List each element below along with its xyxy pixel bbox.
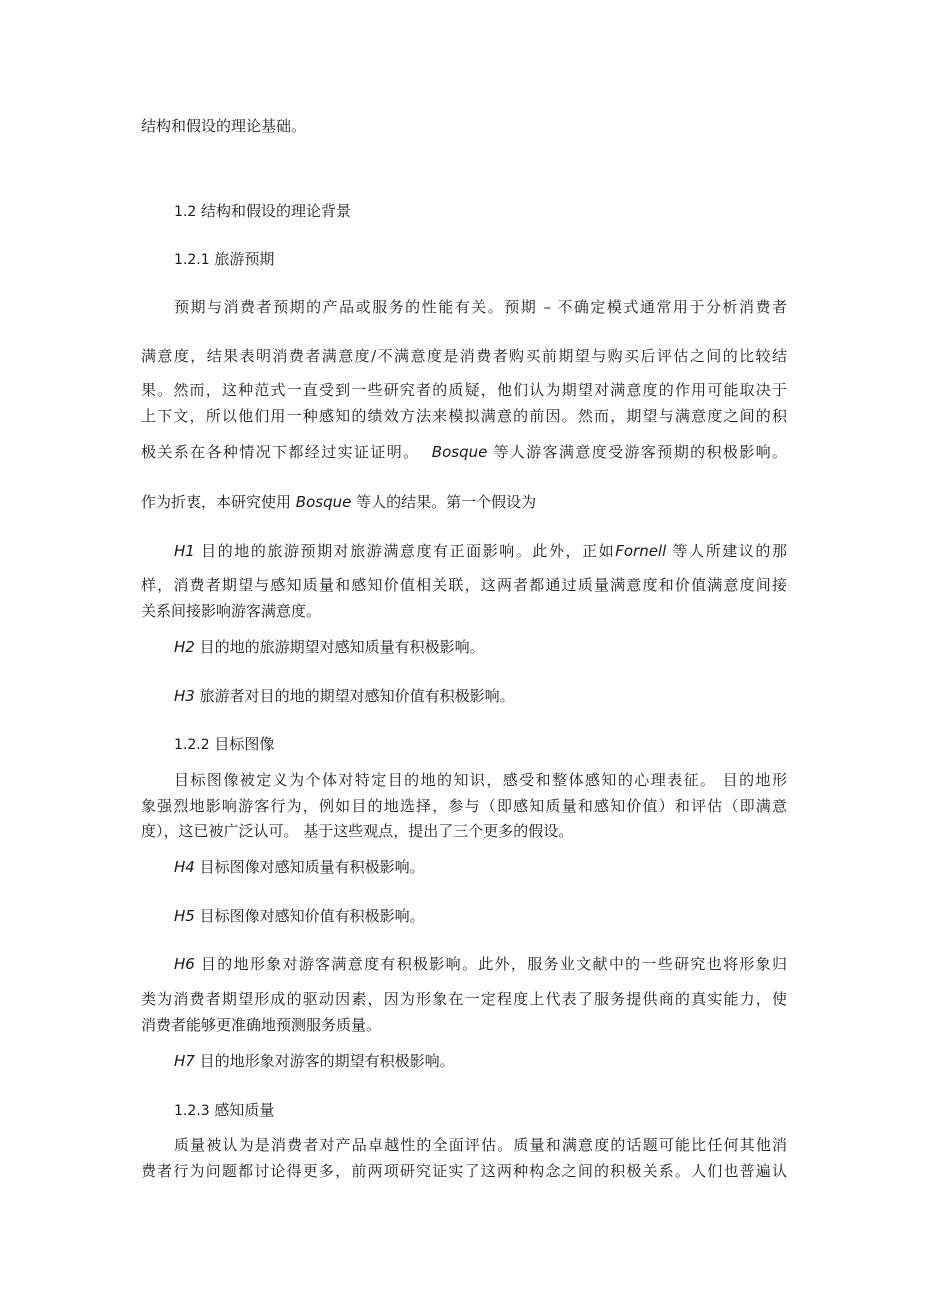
paragraph-line: 象强烈地影响游客行为，例如目的地选择，参与（即感知质量和感知价值）和评估（即满意 bbox=[141, 797, 787, 815]
continuation-text: 结构和假设的理论基础。 bbox=[141, 117, 307, 135]
paragraph-line: 样，消费者期望与感知质量和感知价值相关联，这两者都通过质量满意度和价值满意度间接 bbox=[141, 576, 787, 594]
paragraph-line: 关系间接影响游客满意度。 bbox=[141, 602, 322, 620]
paragraph-line: 极关系在各种情况下都经过实证证明。 Bosque 等人游客满意度受游客预期的积极影响。 bbox=[141, 443, 787, 461]
paragraph-line: 质量被认为是消费者对产品卓越性的全面评估。质量和满意度的话题可能比任何其他消 bbox=[174, 1136, 787, 1154]
hypothesis-h4: H4 目标图像对感知质量有积极影响。 bbox=[174, 858, 425, 876]
hypothesis-label: H4 bbox=[174, 858, 195, 876]
paragraph-line: 类为消费者期望形成的驱动因素，因为形象在一定程度上代表了服务提供商的真实能力，使 bbox=[141, 990, 787, 1008]
section-title: 目标图像 bbox=[214, 735, 275, 753]
author-name: Fornell bbox=[615, 542, 667, 560]
paragraph-line: 度），这已被广泛认可。 基于这些观点，提出了三个更多的假设。 bbox=[141, 822, 574, 840]
section-title: 感知质量 bbox=[214, 1101, 275, 1119]
section-title: 旅游预期 bbox=[214, 250, 275, 268]
hypothesis-label: H1 bbox=[174, 542, 195, 560]
hypothesis-label: H2 bbox=[174, 638, 195, 656]
paragraph-line: 满意度，结果表明消费者满意度/不满意度是消费者购买前期望与购买后评估之间的比较结 bbox=[141, 347, 787, 365]
hypothesis-label: H5 bbox=[174, 907, 195, 925]
paragraph-line: 果。然而，这种范式一直受到一些研究者的质疑，他们认为期望对满意度的作用可能取决于 bbox=[141, 381, 787, 399]
hypothesis-label: H6 bbox=[174, 955, 195, 973]
section-number: 1.2.1 bbox=[174, 252, 210, 268]
paragraph-line: 消费者能够更准确地预测服务质量。 bbox=[141, 1016, 382, 1034]
author-name: Bosque bbox=[431, 443, 488, 461]
section-heading-1-2-3 bbox=[174, 1101, 787, 1120]
paragraph-line: 目标图像被定义为个体对特定目的地的知识，感受和整体感知的心理表征。 目的地形 bbox=[174, 771, 787, 789]
hypothesis-h7: H7 目的地形象对游客的期望有积极影响。 bbox=[174, 1052, 455, 1070]
paragraph-line: 作为折衷，本研究使用 Bosque 等人的结果。第一个假设为 bbox=[141, 493, 537, 511]
hypothesis-h6: H6 目的地形象对游客满意度有积极影响。此外，服务业文献中的一些研究也将形象归 bbox=[174, 955, 787, 973]
section-number: 1.2 bbox=[174, 204, 197, 220]
author-name: Bosque bbox=[295, 493, 352, 511]
section-title: 结构和假设的理论背景 bbox=[201, 202, 352, 220]
hypothesis-h2: H2 目的地的旅游期望对感知质量有积极影响。 bbox=[174, 638, 485, 656]
hypothesis-h5: H5 目标图像对感知价值有积极影响。 bbox=[174, 907, 425, 925]
hypothesis-label: H7 bbox=[174, 1052, 195, 1070]
section-number: 1.2.2 bbox=[174, 737, 210, 753]
section-heading-1-2 bbox=[174, 202, 787, 221]
paragraph-line: 预期与消费者预期的产品或服务的性能有关。预期 – 不确定模式通常用于分析消费者 bbox=[174, 298, 787, 316]
section-number: 1.2.3 bbox=[174, 1103, 210, 1119]
hypothesis-h3: H3 旅游者对目的地的期望对感知价值有积极影响。 bbox=[174, 687, 515, 705]
hypothesis-label: H3 bbox=[174, 687, 195, 705]
hypothesis-h1: H1 目的地的旅游预期对旅游满意度有正面影响。此外，正如Fornell 等人所建议的那 bbox=[174, 542, 787, 560]
section-heading-1-2-1 bbox=[174, 250, 787, 269]
paragraph-line: 上下文，所以他们用一种感知的绩效方法来模拟满意的前因。然而，期望与满意度之间的积 bbox=[141, 407, 787, 425]
section-heading-1-2-2 bbox=[174, 735, 787, 754]
paragraph-line: 费者行为问题都讨论得更多，前两项研究证实了这两种构念之间的积极关系。人们也普遍认 bbox=[141, 1162, 787, 1180]
